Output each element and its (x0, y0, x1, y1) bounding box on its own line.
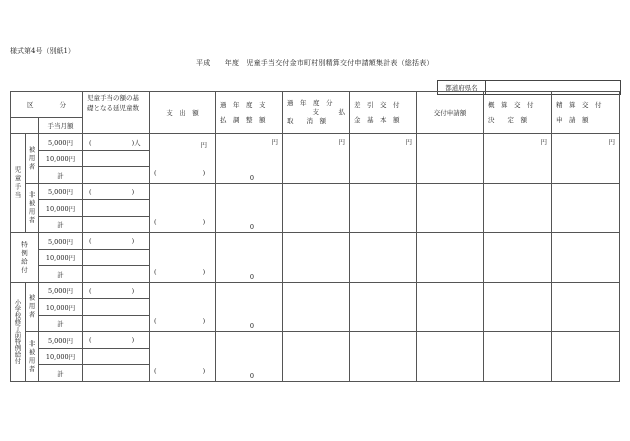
amount-10000: 10,000円 (39, 150, 83, 167)
estimate-cell[interactable] (484, 134, 552, 184)
summary-table (10, 91, 620, 382)
apply-cell[interactable] (417, 183, 484, 233)
header-base: 児童手当の額の基礎となる延児童数 (83, 92, 150, 134)
settle-cell[interactable] (552, 332, 620, 382)
amount-total: 計 (39, 315, 83, 332)
amount-10000: 10,000円 (39, 249, 83, 266)
amount-5000: 5,000円 (39, 134, 83, 151)
amount-5000: 5,000円 (39, 233, 83, 250)
settle-cell[interactable] (552, 233, 620, 283)
base-count-cell[interactable]: ( ) (83, 282, 150, 299)
apply-cell[interactable] (417, 233, 484, 283)
base-count-cell[interactable] (83, 315, 150, 332)
header-apply: 交付申請額 (417, 92, 484, 134)
prefecture-label: 都道府県名 (438, 81, 486, 94)
zero-value: 0 (249, 372, 255, 380)
header-settle (552, 92, 620, 134)
unit-yen: 円 (271, 138, 279, 147)
settle-l2: 申 請 額 (556, 115, 589, 124)
unit-person: 人 (134, 138, 141, 147)
amount-total: 計 (39, 167, 83, 184)
over-cancel-cell[interactable] (283, 332, 350, 382)
base-count-cell[interactable]: ( ) (83, 183, 150, 200)
header-over-cancel (283, 92, 350, 134)
base-count-cell[interactable] (83, 150, 150, 167)
base-count-cell[interactable] (83, 200, 150, 217)
settle-cell[interactable] (552, 134, 620, 184)
paren-pair: ( ) (154, 267, 206, 276)
deduct-cell[interactable] (350, 282, 417, 332)
base-count-cell[interactable] (83, 249, 150, 266)
apply-cell[interactable] (417, 134, 484, 184)
deduct-cell[interactable] (350, 233, 417, 283)
settle-l1: 精 算 交 付 (556, 101, 602, 110)
base-count-cell[interactable]: ( ) (83, 233, 150, 250)
zero-value: 0 (249, 173, 255, 182)
estimate-cell[interactable] (484, 183, 552, 233)
paren-pair: ( ) (154, 367, 206, 375)
apply-cell[interactable] (417, 282, 484, 332)
amount-total: 計 (39, 216, 83, 233)
deduct-cell[interactable] (350, 332, 417, 382)
amount-total: 計 (39, 266, 83, 283)
estimate-l2: 決 定 額 (488, 115, 528, 124)
amount-10000: 10,000円 (39, 200, 83, 217)
amount-5000: 5,000円 (39, 332, 83, 349)
amount-10000: 10,000円 (39, 299, 83, 316)
base-count-cell[interactable] (83, 167, 150, 184)
over-adjust-l1: 過 年 度 支 (220, 101, 266, 110)
base-count-cell[interactable] (83, 216, 150, 233)
estimate-cell[interactable] (484, 233, 552, 283)
zero-value: 0 (249, 272, 255, 281)
over-adjust-cell[interactable] (216, 233, 283, 283)
header-row (11, 92, 620, 118)
base-count-cell[interactable]: ( ) (83, 332, 150, 349)
group-child-allowance: 児童手当 (11, 134, 26, 233)
base-count-cell[interactable] (83, 348, 150, 365)
zero-value: 0 (249, 223, 255, 232)
amount-total: 計 (39, 365, 83, 382)
header-over-adjust (216, 92, 283, 134)
over-cancel-l3: 取 消 額 (287, 117, 327, 126)
amount-5000: 5,000円 (39, 183, 83, 200)
expenditure-cell[interactable] (150, 282, 216, 332)
over-cancel-cell[interactable] (283, 183, 350, 233)
header-month-amount: 手当月額 (39, 117, 83, 134)
paren-close: ) (131, 138, 135, 147)
group-elementary-special: 小学校修了前特例給付 (11, 282, 26, 381)
subgroup-non-insured: 非被用者 (26, 332, 39, 382)
amount-10000: 10,000円 (39, 348, 83, 365)
paren-pair: ( ) (154, 218, 206, 227)
header-estimate (484, 92, 552, 134)
unit-yen: 円 (608, 138, 616, 147)
paren-open: ( (89, 138, 92, 147)
over-cancel-cell[interactable] (283, 233, 350, 283)
base-count-cell[interactable] (83, 134, 150, 151)
over-adjust-cell[interactable] (216, 332, 283, 382)
base-count-cell[interactable] (83, 266, 150, 283)
base-count-cell[interactable] (83, 365, 150, 382)
subgroup-non-insured: 非被用者 (26, 183, 39, 233)
apply-cell[interactable] (417, 332, 484, 382)
estimate-cell[interactable] (484, 282, 552, 332)
estimate-cell[interactable] (484, 332, 552, 382)
over-adjust-cell[interactable] (216, 183, 283, 233)
form-number: 様式第4号（別紙1） (10, 47, 75, 55)
base-count-cell[interactable] (83, 299, 150, 316)
zero-value: 0 (249, 322, 255, 331)
deduct-cell[interactable] (350, 183, 417, 233)
paren-pair: ( ) (154, 168, 206, 177)
over-adjust-cell[interactable] (216, 134, 283, 184)
deduct-cell[interactable] (350, 134, 417, 184)
expenditure-cell[interactable] (150, 134, 216, 184)
subgroup-insured: 被用者 (26, 134, 39, 184)
deduct-l2: 金 基 本 額 (354, 115, 400, 124)
settle-cell[interactable] (552, 183, 620, 233)
estimate-l1: 概 算 交 付 (488, 101, 534, 110)
unit-yen: 円 (540, 138, 548, 147)
document-title: 平成 年度 児童手当交付金市町村別精算交付申請額集計表（総括表） (196, 59, 434, 67)
header-expenditure: 支 出 額 (150, 92, 216, 134)
subgroup-insured: 被用者 (26, 282, 39, 332)
header-deduct (350, 92, 417, 134)
group-special-benefit: 特例給付 (11, 233, 39, 283)
over-cancel-l2: 支 払 (312, 108, 346, 117)
deduct-l1: 差 引 交 付 (354, 101, 400, 110)
amount-5000: 5,000円 (39, 282, 83, 299)
unit-yen: 円 (338, 138, 346, 147)
over-cancel-l1: 過 年 度 分 (287, 99, 333, 107)
over-cancel-cell[interactable] (283, 134, 350, 184)
settle-cell[interactable] (552, 282, 620, 332)
expenditure-cell[interactable] (150, 183, 216, 233)
over-adjust-l2: 払 調 整 額 (220, 115, 266, 124)
unit-yen: 円 (405, 138, 413, 147)
over-cancel-cell[interactable] (283, 282, 350, 332)
expenditure-cell[interactable] (150, 233, 216, 283)
expenditure-cell[interactable] (150, 332, 216, 382)
header-category: 区 分 (11, 92, 83, 118)
paren-pair: ( ) (154, 317, 206, 326)
unit-yen: 円 (200, 141, 208, 150)
over-adjust-cell[interactable] (216, 282, 283, 332)
